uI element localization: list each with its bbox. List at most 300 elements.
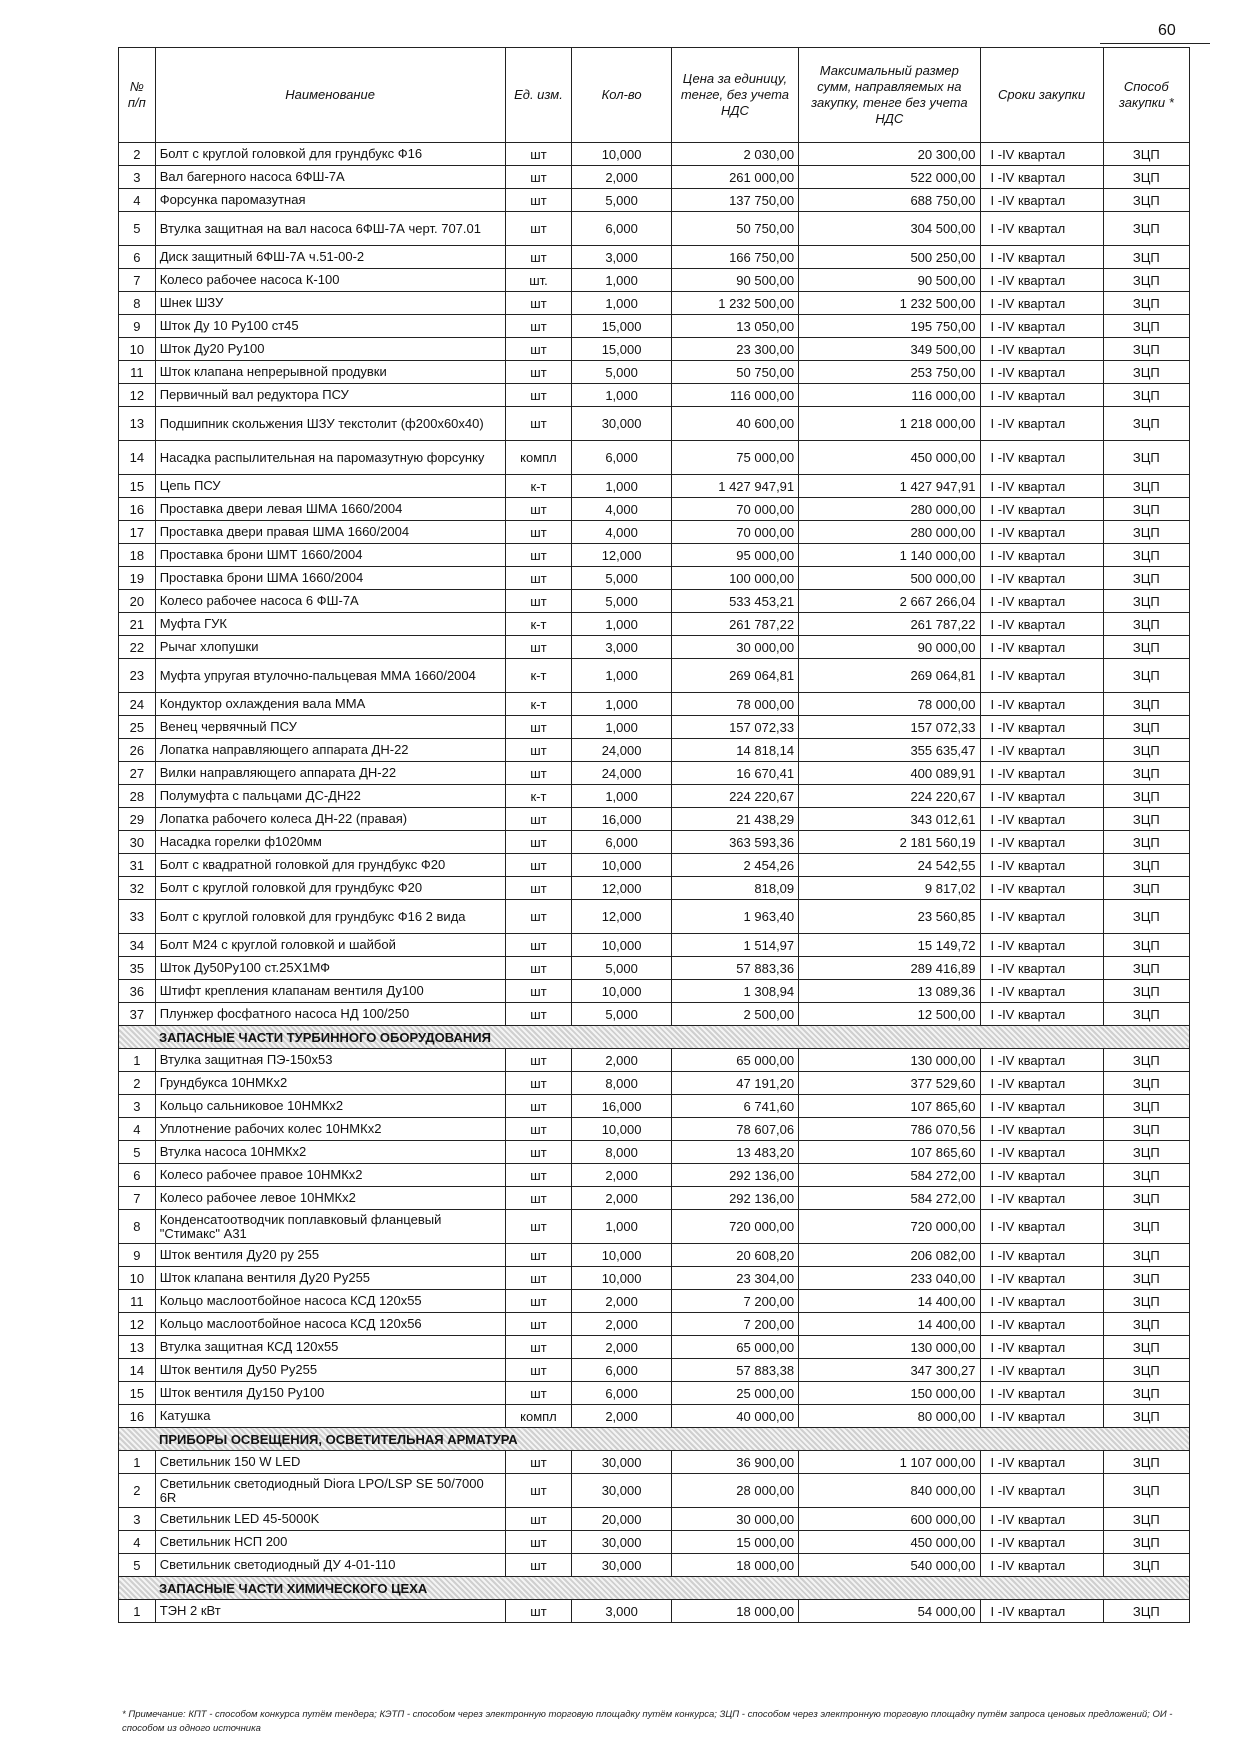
unit-price-cell: 137 750,00 — [671, 189, 798, 212]
procurement-term-cell: I -IV квартал — [980, 1049, 1103, 1072]
item-name-cell: ТЭН 2 кВт — [155, 1600, 505, 1623]
procurement-method-cell: ЗЦП — [1103, 1405, 1189, 1428]
item-name-cell: Светильник светодиодный ДУ 4-01-110 — [155, 1554, 505, 1577]
max-amount-cell: 23 560,85 — [799, 900, 980, 934]
item-name-cell: Диск защитный 6ФШ-7А ч.51-00-2 — [155, 246, 505, 269]
unit-cell: шт — [505, 957, 572, 980]
quantity-cell: 6,000 — [572, 1359, 671, 1382]
procurement-term-cell: I -IV квартал — [980, 659, 1103, 693]
table-row — [119, 384, 1190, 407]
unit-cell: шт — [505, 590, 572, 613]
procurement-term-cell: I -IV квартал — [980, 1474, 1103, 1508]
unit-price-cell: 25 000,00 — [671, 1382, 798, 1405]
quantity-cell: 1,000 — [572, 1210, 671, 1244]
table-body — [119, 143, 1190, 1623]
max-amount-cell: 14 400,00 — [799, 1290, 980, 1313]
table-row — [119, 292, 1190, 315]
max-amount-cell: 343 012,61 — [799, 808, 980, 831]
unit-price-cell: 28 000,00 — [671, 1474, 798, 1508]
item-name-cell: Вилки направляющего аппарата ДН-22 — [155, 762, 505, 785]
row-number-cell: 24 — [119, 693, 156, 716]
procurement-term-cell: I -IV квартал — [980, 934, 1103, 957]
table-row — [119, 1164, 1190, 1187]
procurement-term-cell: I -IV квартал — [980, 407, 1103, 441]
table-row — [119, 567, 1190, 590]
item-name-cell: Конденсатоотводчик поплавковый фланцевый "Стимакс" А31 — [155, 1210, 505, 1244]
row-number-cell: 1 — [119, 1600, 156, 1623]
procurement-method-cell: ЗЦП — [1103, 831, 1189, 854]
procurement-term-cell: I -IV квартал — [980, 1267, 1103, 1290]
row-number-cell: 36 — [119, 980, 156, 1003]
table-row — [119, 877, 1190, 900]
unit-price-cell: 261 000,00 — [671, 166, 798, 189]
row-number-cell: 16 — [119, 498, 156, 521]
max-amount-cell: 349 500,00 — [799, 338, 980, 361]
procurement-term-cell: I -IV квартал — [980, 338, 1103, 361]
unit-cell: шт — [505, 521, 572, 544]
table-row — [119, 1095, 1190, 1118]
row-number-cell: 26 — [119, 739, 156, 762]
procurement-term-cell: I -IV квартал — [980, 1405, 1103, 1428]
item-name-cell: Шток Ду20 Ру100 — [155, 338, 505, 361]
procurement-method-cell: ЗЦП — [1103, 166, 1189, 189]
unit-price-cell: 20 608,20 — [671, 1244, 798, 1267]
procurement-term-cell: I -IV квартал — [980, 739, 1103, 762]
quantity-cell: 10,000 — [572, 854, 671, 877]
max-amount-cell: 522 000,00 — [799, 166, 980, 189]
procurement-method-cell: ЗЦП — [1103, 934, 1189, 957]
procurement-term-cell: I -IV квартал — [980, 1290, 1103, 1313]
procurement-method-cell: ЗЦП — [1103, 246, 1189, 269]
unit-cell: компл — [505, 441, 572, 475]
procurement-method-cell: ЗЦП — [1103, 716, 1189, 739]
unit-price-cell: 818,09 — [671, 877, 798, 900]
unit-cell: шт — [505, 1554, 572, 1577]
procurement-term-cell: I -IV квартал — [980, 957, 1103, 980]
table-row — [119, 212, 1190, 246]
procurement-method-cell: ЗЦП — [1103, 1600, 1189, 1623]
procurement-term-cell: I -IV квартал — [980, 315, 1103, 338]
item-name-cell: Колесо рабочее насоса 6 ФШ-7А — [155, 590, 505, 613]
max-amount-cell: 12 500,00 — [799, 1003, 980, 1026]
unit-price-cell: 533 453,21 — [671, 590, 798, 613]
quantity-cell: 1,000 — [572, 384, 671, 407]
procurement-method-cell: ЗЦП — [1103, 1118, 1189, 1141]
unit-cell: шт — [505, 1451, 572, 1474]
procurement-method-cell: ЗЦП — [1103, 957, 1189, 980]
unit-price-cell: 720 000,00 — [671, 1210, 798, 1244]
quantity-cell: 10,000 — [572, 143, 671, 166]
row-number-cell: 33 — [119, 900, 156, 934]
quantity-cell: 2,000 — [572, 1290, 671, 1313]
item-name-cell: Муфта ГУК — [155, 613, 505, 636]
quantity-cell: 1,000 — [572, 659, 671, 693]
procurement-term-cell: I -IV квартал — [980, 475, 1103, 498]
unit-cell: шт — [505, 1474, 572, 1508]
section-title: ЗАПАСНЫЕ ЧАСТИ ТУРБИННОГО ОБОРУДОВАНИЯ — [119, 1026, 1190, 1049]
procurement-method-cell: ЗЦП — [1103, 189, 1189, 212]
unit-price-cell: 2 030,00 — [671, 143, 798, 166]
table-row — [119, 338, 1190, 361]
unit-cell: к-т — [505, 693, 572, 716]
max-amount-cell: 584 272,00 — [799, 1164, 980, 1187]
quantity-cell: 10,000 — [572, 980, 671, 1003]
unit-cell: шт — [505, 1359, 572, 1382]
unit-cell: шт — [505, 1313, 572, 1336]
procurement-term-cell: I -IV квартал — [980, 1118, 1103, 1141]
procurement-term-cell: I -IV квартал — [980, 900, 1103, 934]
unit-price-cell: 1 963,40 — [671, 900, 798, 934]
table-row — [119, 1336, 1190, 1359]
procurement-term-cell: I -IV квартал — [980, 1554, 1103, 1577]
item-name-cell: Втулка защитная КСД 120х55 — [155, 1336, 505, 1359]
row-number-cell: 2 — [119, 1072, 156, 1095]
max-amount-cell: 150 000,00 — [799, 1382, 980, 1405]
row-number-cell: 12 — [119, 384, 156, 407]
procurement-term-cell: I -IV квартал — [980, 716, 1103, 739]
quantity-cell: 24,000 — [572, 739, 671, 762]
row-number-cell: 18 — [119, 544, 156, 567]
row-number-cell: 20 — [119, 590, 156, 613]
quantity-cell: 3,000 — [572, 246, 671, 269]
max-amount-cell: 107 865,60 — [799, 1095, 980, 1118]
unit-price-cell: 157 072,33 — [671, 716, 798, 739]
row-number-cell: 17 — [119, 521, 156, 544]
quantity-cell: 5,000 — [572, 590, 671, 613]
table-row — [119, 1072, 1190, 1095]
item-name-cell: Штифт крепления клапанам вентиля Ду100 — [155, 980, 505, 1003]
max-amount-cell: 500 000,00 — [799, 567, 980, 590]
unit-cell: шт. — [505, 269, 572, 292]
unit-cell: шт — [505, 1187, 572, 1210]
unit-price-cell: 18 000,00 — [671, 1600, 798, 1623]
row-number-cell: 8 — [119, 1210, 156, 1244]
procurement-term-cell: I -IV квартал — [980, 1210, 1103, 1244]
max-amount-cell: 280 000,00 — [799, 498, 980, 521]
procurement-term-cell: I -IV квартал — [980, 269, 1103, 292]
row-number-cell: 4 — [119, 1118, 156, 1141]
procurement-method-cell: ЗЦП — [1103, 877, 1189, 900]
unit-price-cell: 16 670,41 — [671, 762, 798, 785]
row-number-cell: 25 — [119, 716, 156, 739]
max-amount-cell: 840 000,00 — [799, 1474, 980, 1508]
max-amount-cell: 600 000,00 — [799, 1508, 980, 1531]
procurement-method-cell: ЗЦП — [1103, 315, 1189, 338]
row-number-cell: 9 — [119, 1244, 156, 1267]
row-number-cell: 13 — [119, 407, 156, 441]
quantity-cell: 5,000 — [572, 361, 671, 384]
procurement-method-cell: ЗЦП — [1103, 384, 1189, 407]
unit-cell: шт — [505, 934, 572, 957]
procurement-term-cell: I -IV квартал — [980, 785, 1103, 808]
row-number-cell: 22 — [119, 636, 156, 659]
table-row — [119, 1451, 1190, 1474]
item-name-cell: Шнек ШЗУ — [155, 292, 505, 315]
item-name-cell: Цепь ПСУ — [155, 475, 505, 498]
table-row — [119, 716, 1190, 739]
header-num: № п/п — [119, 48, 156, 143]
table-row — [119, 636, 1190, 659]
unit-cell: шт — [505, 762, 572, 785]
procurement-term-cell: I -IV квартал — [980, 212, 1103, 246]
item-name-cell: Шток вентиля Ду20 ру 255 — [155, 1244, 505, 1267]
max-amount-cell: 224 220,67 — [799, 785, 980, 808]
max-amount-cell: 377 529,60 — [799, 1072, 980, 1095]
procurement-term-cell: I -IV квартал — [980, 498, 1103, 521]
quantity-cell: 1,000 — [572, 785, 671, 808]
procurement-term-cell: I -IV квартал — [980, 1187, 1103, 1210]
procurement-method-cell: ЗЦП — [1103, 544, 1189, 567]
procurement-method-cell: ЗЦП — [1103, 269, 1189, 292]
procurement-method-cell: ЗЦП — [1103, 1072, 1189, 1095]
item-name-cell: Проставка брони ШМТ 1660/2004 — [155, 544, 505, 567]
table-row — [119, 1382, 1190, 1405]
table-row — [119, 854, 1190, 877]
page-number: 60 — [1158, 22, 1176, 39]
unit-price-cell: 2 454,26 — [671, 854, 798, 877]
item-name-cell: Болт с квадратной головкой для грундбукс Ф20 — [155, 854, 505, 877]
item-name-cell: Втулка защитная на вал насоса 6ФШ-7А черт. 707.01 — [155, 212, 505, 246]
procurement-term-cell: I -IV квартал — [980, 590, 1103, 613]
table-row — [119, 957, 1190, 980]
quantity-cell: 6,000 — [572, 831, 671, 854]
max-amount-cell: 54 000,00 — [799, 1600, 980, 1623]
row-number-cell: 2 — [119, 1474, 156, 1508]
row-number-cell: 1 — [119, 1049, 156, 1072]
section-header-row — [119, 1428, 1190, 1451]
max-amount-cell: 450 000,00 — [799, 1531, 980, 1554]
item-name-cell: Шток Ду 10 Ру100 ст45 — [155, 315, 505, 338]
item-name-cell: Вал багерного насоса 6ФШ-7А — [155, 166, 505, 189]
item-name-cell: Шток клапана непрерывной продувки — [155, 361, 505, 384]
unit-cell: шт — [505, 498, 572, 521]
max-amount-cell: 450 000,00 — [799, 441, 980, 475]
procurement-term-cell: I -IV квартал — [980, 1095, 1103, 1118]
procurement-term-cell: I -IV квартал — [980, 1313, 1103, 1336]
max-amount-cell: 1 232 500,00 — [799, 292, 980, 315]
max-amount-cell: 540 000,00 — [799, 1554, 980, 1577]
unit-cell: шт — [505, 338, 572, 361]
quantity-cell: 6,000 — [572, 212, 671, 246]
row-number-cell: 16 — [119, 1405, 156, 1428]
unit-price-cell: 21 438,29 — [671, 808, 798, 831]
max-amount-cell: 116 000,00 — [799, 384, 980, 407]
table-row — [119, 441, 1190, 475]
unit-cell: шт — [505, 1095, 572, 1118]
procurement-method-cell: ЗЦП — [1103, 1003, 1189, 1026]
procurement-term-cell: I -IV квартал — [980, 143, 1103, 166]
procurement-table — [118, 47, 1190, 1623]
unit-price-cell: 95 000,00 — [671, 544, 798, 567]
table-row — [119, 934, 1190, 957]
quantity-cell: 1,000 — [572, 475, 671, 498]
row-number-cell: 7 — [119, 269, 156, 292]
unit-price-cell: 70 000,00 — [671, 498, 798, 521]
unit-cell: шт — [505, 1164, 572, 1187]
unit-price-cell: 2 500,00 — [671, 1003, 798, 1026]
quantity-cell: 10,000 — [572, 1267, 671, 1290]
procurement-method-cell: ЗЦП — [1103, 1244, 1189, 1267]
procurement-term-cell: I -IV квартал — [980, 1336, 1103, 1359]
item-name-cell: Светильник НСП 200 — [155, 1531, 505, 1554]
quantity-cell: 30,000 — [572, 1451, 671, 1474]
unit-price-cell: 15 000,00 — [671, 1531, 798, 1554]
row-number-cell: 11 — [119, 361, 156, 384]
procurement-term-cell: I -IV квартал — [980, 762, 1103, 785]
procurement-term-cell: I -IV квартал — [980, 1244, 1103, 1267]
row-number-cell: 7 — [119, 1187, 156, 1210]
quantity-cell: 5,000 — [572, 189, 671, 212]
unit-cell: компл — [505, 1405, 572, 1428]
quantity-cell: 2,000 — [572, 1336, 671, 1359]
item-name-cell: Втулка защитная ПЭ-150х53 — [155, 1049, 505, 1072]
unit-cell: шт — [505, 212, 572, 246]
table-row — [119, 808, 1190, 831]
unit-cell: шт — [505, 1049, 572, 1072]
unit-price-cell: 23 304,00 — [671, 1267, 798, 1290]
unit-price-cell: 116 000,00 — [671, 384, 798, 407]
row-number-cell: 37 — [119, 1003, 156, 1026]
unit-price-cell: 90 500,00 — [671, 269, 798, 292]
item-name-cell: Грундбукса 10НМКх2 — [155, 1072, 505, 1095]
table-row — [119, 1290, 1190, 1313]
table-row — [119, 693, 1190, 716]
unit-cell: шт — [505, 189, 572, 212]
procurement-term-cell: I -IV квартал — [980, 1508, 1103, 1531]
max-amount-cell: 90 500,00 — [799, 269, 980, 292]
unit-price-cell: 70 000,00 — [671, 521, 798, 544]
quantity-cell: 30,000 — [572, 407, 671, 441]
max-amount-cell: 20 300,00 — [799, 143, 980, 166]
item-name-cell: Болт с круглой головкой для грундбукс Ф16 2 вида — [155, 900, 505, 934]
unit-cell: шт — [505, 1382, 572, 1405]
row-number-cell: 14 — [119, 1359, 156, 1382]
procurement-method-cell: ЗЦП — [1103, 441, 1189, 475]
max-amount-cell: 1 427 947,91 — [799, 475, 980, 498]
section-title: ЗАПАСНЫЕ ЧАСТИ ХИМИЧЕСКОГО ЦЕХА — [119, 1577, 1190, 1600]
max-amount-cell: 233 040,00 — [799, 1267, 980, 1290]
procurement-method-cell: ЗЦП — [1103, 1290, 1189, 1313]
unit-price-cell: 57 883,36 — [671, 957, 798, 980]
procurement-method-cell: ЗЦП — [1103, 407, 1189, 441]
unit-cell: шт — [505, 292, 572, 315]
row-number-cell: 31 — [119, 854, 156, 877]
item-name-cell: Насадка горелки ф1020мм — [155, 831, 505, 854]
procurement-term-cell: I -IV квартал — [980, 1451, 1103, 1474]
unit-cell: шт — [505, 166, 572, 189]
procurement-term-cell: I -IV квартал — [980, 613, 1103, 636]
item-name-cell: Шток вентиля Ду150 Ру100 — [155, 1382, 505, 1405]
quantity-cell: 2,000 — [572, 166, 671, 189]
row-number-cell: 19 — [119, 567, 156, 590]
max-amount-cell: 280 000,00 — [799, 521, 980, 544]
procurement-method-cell: ЗЦП — [1103, 590, 1189, 613]
item-name-cell: Кольцо сальниковое 10НМКх2 — [155, 1095, 505, 1118]
row-number-cell: 3 — [119, 1508, 156, 1531]
procurement-method-cell: ЗЦП — [1103, 1474, 1189, 1508]
procurement-term-cell: I -IV квартал — [980, 521, 1103, 544]
unit-price-cell: 292 136,00 — [671, 1187, 798, 1210]
unit-cell: шт — [505, 1267, 572, 1290]
table-row — [119, 1474, 1190, 1508]
unit-price-cell: 166 750,00 — [671, 246, 798, 269]
item-name-cell: Первичный вал редуктора ПСУ — [155, 384, 505, 407]
max-amount-cell: 107 865,60 — [799, 1141, 980, 1164]
row-number-cell: 5 — [119, 1141, 156, 1164]
procurement-method-cell: ЗЦП — [1103, 1313, 1189, 1336]
max-amount-cell: 253 750,00 — [799, 361, 980, 384]
unit-price-cell: 47 191,20 — [671, 1072, 798, 1095]
max-amount-cell: 24 542,55 — [799, 854, 980, 877]
quantity-cell: 12,000 — [572, 900, 671, 934]
top-rule — [1100, 43, 1210, 44]
row-number-cell: 23 — [119, 659, 156, 693]
procurement-term-cell: I -IV квартал — [980, 693, 1103, 716]
max-amount-cell: 304 500,00 — [799, 212, 980, 246]
quantity-cell: 1,000 — [572, 292, 671, 315]
item-name-cell: Втулка насоса 10НМКх2 — [155, 1141, 505, 1164]
section-title: ПРИБОРЫ ОСВЕЩЕНИЯ, ОСВЕТИТЕЛЬНАЯ АРМАТУРА — [119, 1428, 1190, 1451]
unit-cell: шт — [505, 1290, 572, 1313]
table-row — [119, 361, 1190, 384]
row-number-cell: 3 — [119, 1095, 156, 1118]
row-number-cell: 35 — [119, 957, 156, 980]
procurement-method-cell: ЗЦП — [1103, 212, 1189, 246]
quantity-cell: 16,000 — [572, 1095, 671, 1118]
row-number-cell: 9 — [119, 315, 156, 338]
table-row — [119, 1049, 1190, 1072]
row-number-cell: 29 — [119, 808, 156, 831]
unit-price-cell: 1 514,97 — [671, 934, 798, 957]
procurement-term-cell: I -IV квартал — [980, 808, 1103, 831]
unit-cell: шт — [505, 636, 572, 659]
unit-price-cell: 1 232 500,00 — [671, 292, 798, 315]
unit-price-cell: 7 200,00 — [671, 1313, 798, 1336]
item-name-cell: Кольцо маслоотбойное насоса КСД 120х56 — [155, 1313, 505, 1336]
quantity-cell: 6,000 — [572, 441, 671, 475]
header-price: Цена за единицу, тенге, без учета НДС — [671, 48, 798, 143]
unit-price-cell: 7 200,00 — [671, 1290, 798, 1313]
item-name-cell: Колесо рабочее левое 10НМКх2 — [155, 1187, 505, 1210]
table-row — [119, 1554, 1190, 1577]
row-number-cell: 6 — [119, 246, 156, 269]
unit-price-cell: 261 787,22 — [671, 613, 798, 636]
table-row — [119, 1003, 1190, 1026]
table-row — [119, 315, 1190, 338]
unit-price-cell: 269 064,81 — [671, 659, 798, 693]
procurement-term-cell: I -IV квартал — [980, 1003, 1103, 1026]
row-number-cell: 11 — [119, 1290, 156, 1313]
quantity-cell: 1,000 — [572, 269, 671, 292]
quantity-cell: 30,000 — [572, 1474, 671, 1508]
header-term: Сроки закупки — [980, 48, 1103, 143]
max-amount-cell: 355 635,47 — [799, 739, 980, 762]
max-amount-cell: 130 000,00 — [799, 1336, 980, 1359]
quantity-cell: 5,000 — [572, 1003, 671, 1026]
max-amount-cell: 289 416,89 — [799, 957, 980, 980]
table-row — [119, 1244, 1190, 1267]
procurement-term-cell: I -IV квартал — [980, 544, 1103, 567]
max-amount-cell: 786 070,56 — [799, 1118, 980, 1141]
unit-cell: к-т — [505, 785, 572, 808]
max-amount-cell: 157 072,33 — [799, 716, 980, 739]
unit-cell: шт — [505, 544, 572, 567]
unit-price-cell: 100 000,00 — [671, 567, 798, 590]
max-amount-cell: 688 750,00 — [799, 189, 980, 212]
table-row — [119, 521, 1190, 544]
item-name-cell: Шток клапана вентиля Ду20 Ру255 — [155, 1267, 505, 1290]
table-row — [119, 831, 1190, 854]
